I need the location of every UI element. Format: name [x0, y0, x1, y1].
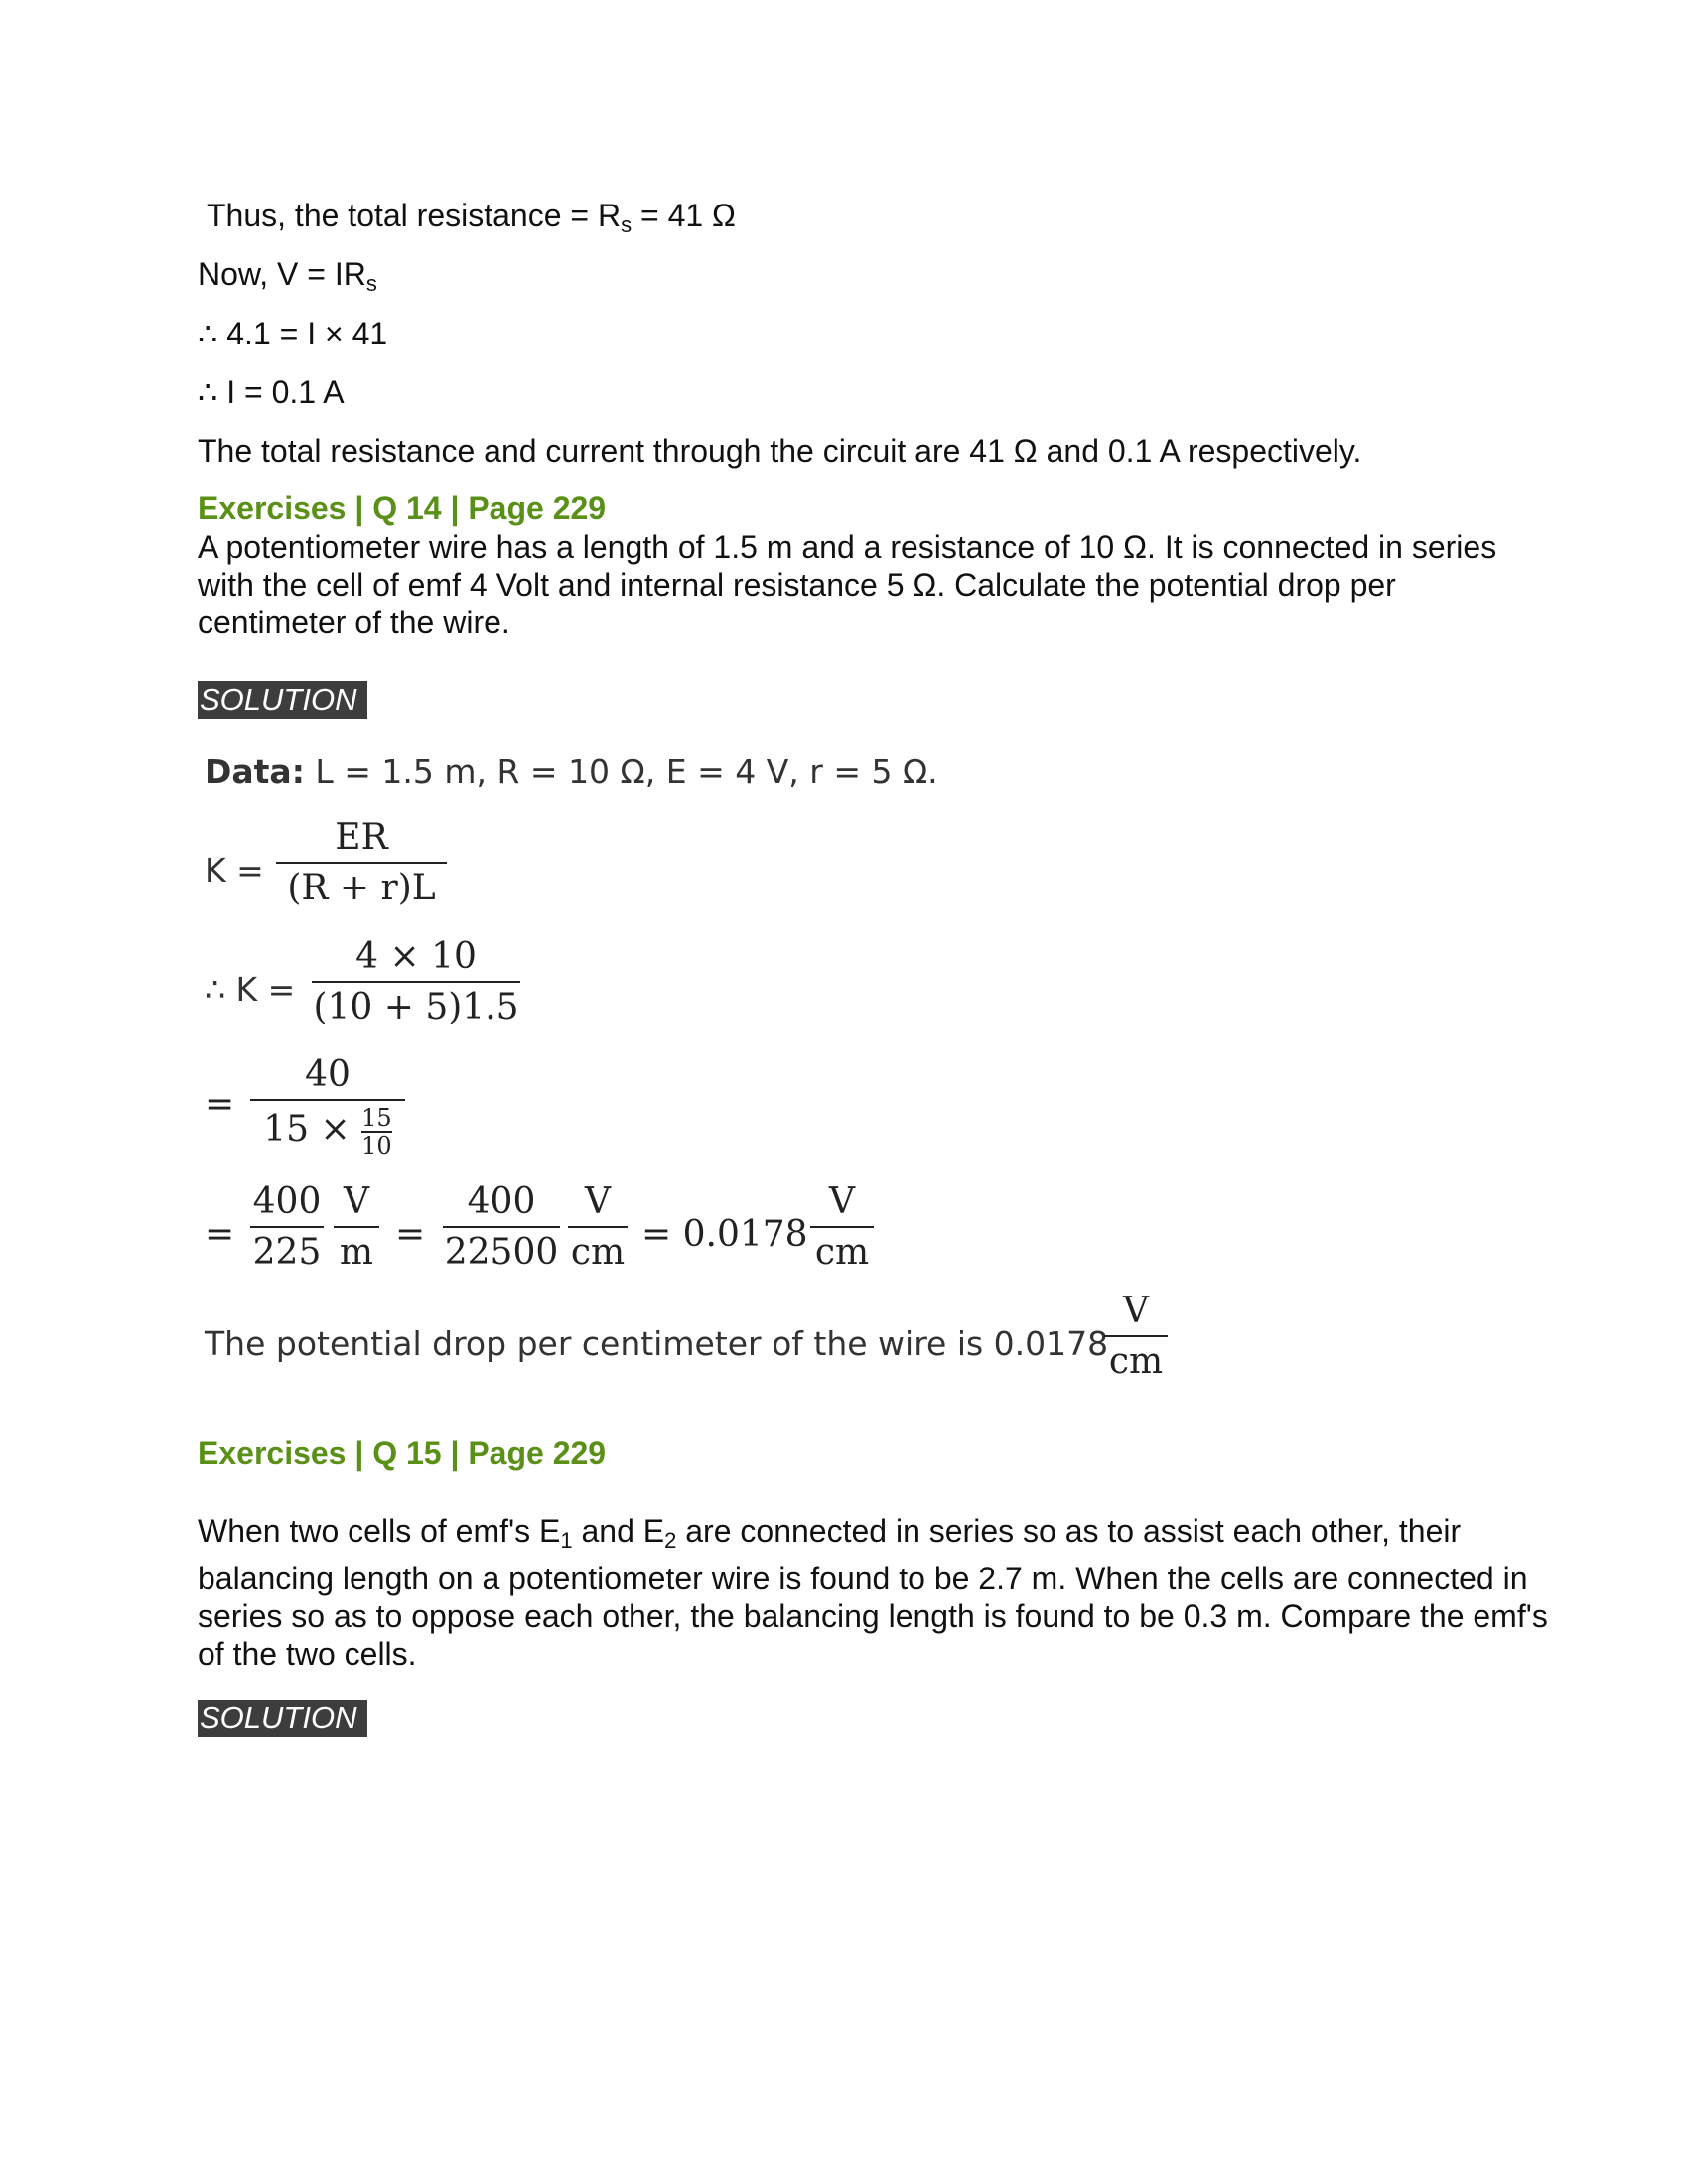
unit-numerator: V	[585, 1181, 611, 1222]
result-unit	[810, 1181, 874, 1273]
small-numerator: 15	[361, 1104, 392, 1132]
small-fraction	[361, 1105, 392, 1159]
result-value: = 0.0178	[641, 1214, 808, 1255]
unit-v-per-cm	[568, 1181, 628, 1273]
subscript: s	[365, 271, 377, 296]
equation-line: ∴ 4.1 = I × 41	[198, 316, 388, 351]
fraction-bar	[810, 1226, 874, 1228]
unit-denominator: cm	[1108, 1341, 1164, 1382]
subscript: 2	[664, 1528, 677, 1553]
q14-heading: Exercises | Q 14 | Page 229	[198, 490, 607, 526]
unit-numerator: V	[829, 1181, 855, 1222]
unit-denominator: cm	[570, 1232, 626, 1273]
q15-solution-button[interactable]: SOLUTION	[198, 1700, 367, 1737]
q15-question	[198, 1512, 1548, 1673]
k2-denominator: (10 + 5)1.5	[313, 987, 519, 1027]
unit-v-per-m	[334, 1181, 379, 1273]
fraction-bar	[312, 981, 520, 983]
fraction-bar	[443, 1226, 560, 1228]
f4-numerator: 400	[252, 1181, 322, 1222]
k-denominator: (R + r)L	[287, 868, 436, 908]
subscript: s	[621, 212, 633, 237]
q14-solution-button[interactable]: SOLUTION	[198, 681, 367, 719]
f4-denominator: 225	[252, 1232, 322, 1273]
unit-denominator: m	[339, 1232, 374, 1273]
k-fraction	[276, 817, 447, 908]
q14-data-line	[205, 752, 938, 791]
q15-heading: Exercises | Q 15 | Page 229	[198, 1435, 607, 1471]
conclusion-line: The total resistance and current through the circuit are 41 Ω and 0.1 A respectively.	[198, 433, 1362, 469]
fraction-bar	[334, 1226, 379, 1228]
unit-numerator: V	[1123, 1291, 1149, 1331]
small-denominator: 10	[361, 1132, 392, 1160]
k2-numerator: 4 × 10	[355, 936, 477, 977]
k2-lhs: ∴ K =	[205, 970, 296, 1009]
total-resistance-line	[207, 197, 736, 244]
subscript: 1	[560, 1528, 573, 1553]
k-lhs: K =	[205, 851, 264, 889]
fraction-bar	[250, 1099, 405, 1101]
unit-denominator: cm	[814, 1232, 870, 1273]
f3-denominator	[250, 1105, 405, 1159]
text: When two cells of emf's E	[198, 1513, 561, 1549]
k2-fraction	[312, 936, 520, 1027]
text: Thus, the total resistance = R	[207, 198, 622, 233]
text: Now, V = IR	[198, 256, 366, 292]
fraction-bar	[250, 1226, 324, 1228]
f3-den-text: 15 ×	[263, 1109, 351, 1150]
answer-unit	[1104, 1291, 1168, 1382]
equals-sign: =	[395, 1214, 426, 1255]
unit-numerator: V	[344, 1181, 369, 1222]
f5-fraction	[443, 1181, 560, 1273]
fraction-bar	[1104, 1335, 1168, 1337]
q14-question: A potentiometer wire has a length of 1.5 m and a resistance of 10 Ω. It is connected in series with the cell of emf 4 Volt and internal resistance 5 Ω. Calculate the potential drop per centimeter of the wire.	[198, 529, 1497, 640]
f5-numerator: 400	[467, 1181, 536, 1222]
f5-denominator: 22500	[444, 1232, 559, 1273]
q14-answer: The potential drop per centimeter of the wire is 0.0178	[205, 1324, 1109, 1363]
f4-fraction	[250, 1181, 324, 1273]
data-label: Data:	[205, 752, 305, 791]
ohms-law-line	[198, 255, 377, 303]
current-result-line: ∴ I = 0.1 A	[198, 374, 345, 410]
equals-sign: =	[205, 1084, 235, 1125]
equals-sign: =	[205, 1214, 235, 1255]
f3-fraction	[250, 1054, 405, 1159]
text: = 41 Ω	[632, 198, 736, 233]
data-values: L = 1.5 m, R = 10 Ω, E = 4 V, r = 5 Ω.	[304, 752, 938, 791]
fraction-bar	[276, 862, 447, 864]
fraction-bar	[568, 1226, 628, 1228]
f3-numerator: 40	[305, 1054, 351, 1095]
text: are connected in series so as to assist each other, their balancing length on a potentiometer wire is found to be 2.7 m. When the cells are connected in series so as to oppose each other, the balancing length is found to be 0.3 m. Compare the emf's of the two cells.	[198, 1513, 1548, 1672]
k-numerator: ER	[335, 817, 388, 858]
text: and E	[572, 1513, 665, 1549]
